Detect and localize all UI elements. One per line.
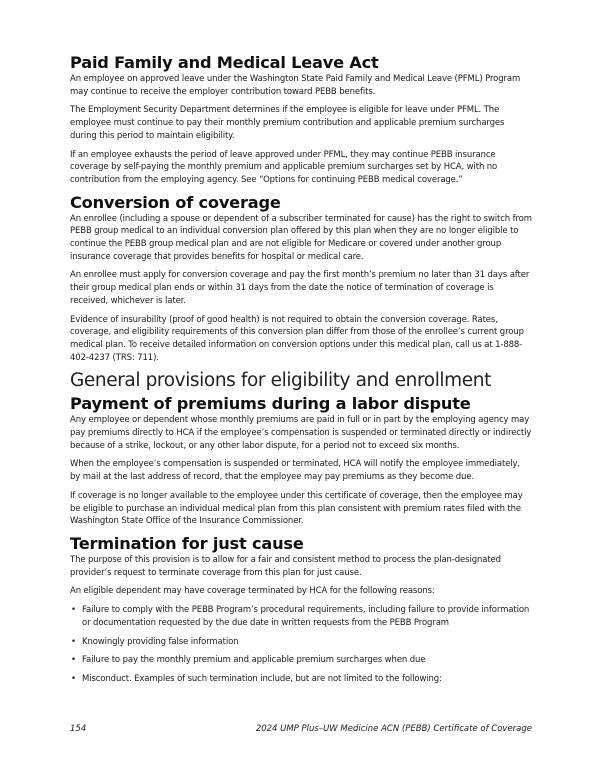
paragraph: If coverage is no longer available to the employee under this certificate of coverage, then the employee may be eligible to purchase an individual medical plan from this plan consistent with premium rates filed with the Washington State Office of the Insurance Commissioner. <box>70 490 523 527</box>
list-item <box>70 673 532 686</box>
bullet-icon: • <box>71 605 76 616</box>
section-pfml <box>70 53 532 187</box>
paragraph: An eligible dependent may have coverage terminated by HCA for the following reasons: <box>70 586 435 597</box>
section-heading-pfml: Paid Family and Medical Leave Act <box>70 53 379 72</box>
paragraph: An employee on approved leave under the Washington State Paid Family and Medical Leave (PFML) Program may continue to receive the employer contribution toward PEBB benefits. <box>70 74 521 97</box>
paragraph: When the employee’s compensation is suspended or terminated, HCA will notify the employee immediately, by mail at the last address of record, that the employee may pay premiums as they become due. <box>70 459 520 483</box>
section-termination <box>70 534 532 686</box>
list-item <box>70 654 532 667</box>
list-item-text: Failure to comply with the PEBB Program’s procedural requirements, including failure to provide information or documentation requested by the due date in written requests from the PEBB Program <box>82 605 530 628</box>
paragraph: If an employee exhausts the period of leave approved under PFML, they may continue PEBB insurance coverage by self-paying the monthly premium and applicable premium surcharges set by HCA, with no contribution from the employing agency. See “Options for continuing PEBB medical coverage.” <box>70 149 498 185</box>
section-conversion <box>70 193 532 365</box>
page-footer <box>70 724 532 734</box>
bullet-icon: • <box>71 655 76 666</box>
paragraph: Any employee or dependent whose monthly premiums are paid in full or in part by the employing agency may pay premiums directly to HCA if the employee’s compensation is suspended or terminated directly or indirectly because of a strike, lockout, or any other labor dispute, for a period not to exceed six months. <box>70 415 532 451</box>
bullet-icon: • <box>71 636 76 647</box>
paragraph: The purpose of this provision is to allow for a fair and consistent method to process the plan-designated provider’s request to terminate coverage from this plan for just cause. <box>70 554 501 578</box>
list-item-text: Knowingly providing false information <box>82 636 239 647</box>
section-heading-conversion: Conversion of coverage <box>70 192 281 212</box>
list-item <box>70 604 532 629</box>
page-number: 154 <box>70 724 87 734</box>
chapter-heading-general-provisions: General provisions for eligibility and enrollment <box>70 370 491 392</box>
reasons-list <box>70 604 532 686</box>
paragraph: The Employment Security Department determines if the employee is eligible for leave under PFML. The employee must continue to pay their monthly premium contribution and applicable premium surcharges during this period to maintain eligibility. <box>70 105 505 141</box>
list-item <box>70 636 532 649</box>
list-item-text: Misconduct. Examples of such termination include, but are not limited to the following: <box>82 673 442 684</box>
section-heading-termination: Termination for just cause <box>70 533 304 553</box>
section-labor-dispute <box>70 394 532 528</box>
bullet-icon: • <box>71 673 76 684</box>
paragraph: An enrollee (including a spouse or dependent of a subscriber terminated for cause) has the right to switch from PEBB group medical to an individual conversion plan offered by this plan when they are no longer eligible to continue the PEBB group medical plan and are not eligible for Medicare or covered under another group insurance coverage that provides benefits for hospital or medical care. <box>70 213 532 262</box>
paragraph: Evidence of insurability (proof of good health) is not required to obtain the conversion coverage. Rates, coverage, and eligibility requirements of this conversion plan differ from those of the enrollee’s current group medical plan. To receive detailed information on conversion options under this medical plan, call us at 1-888-402-4237 (TRS: 711). <box>70 314 524 363</box>
paragraph: An enrollee must apply for conversion coverage and pay the first month’s premium no later than 31 days after their group medical plan ends or within 31 days from the date the notice of termination of coverage is received, whichever is later. <box>70 270 530 306</box>
section-heading-labor-dispute: Payment of premiums during a labor dispute <box>70 394 471 414</box>
list-item-text: Failure to pay the monthly premium and applicable premium surcharges when due <box>82 655 426 666</box>
document-title: 2024 UMP Plus–UW Medicine ACN (PEBB) Certificate of Coverage <box>255 724 532 734</box>
document-page <box>70 53 532 692</box>
